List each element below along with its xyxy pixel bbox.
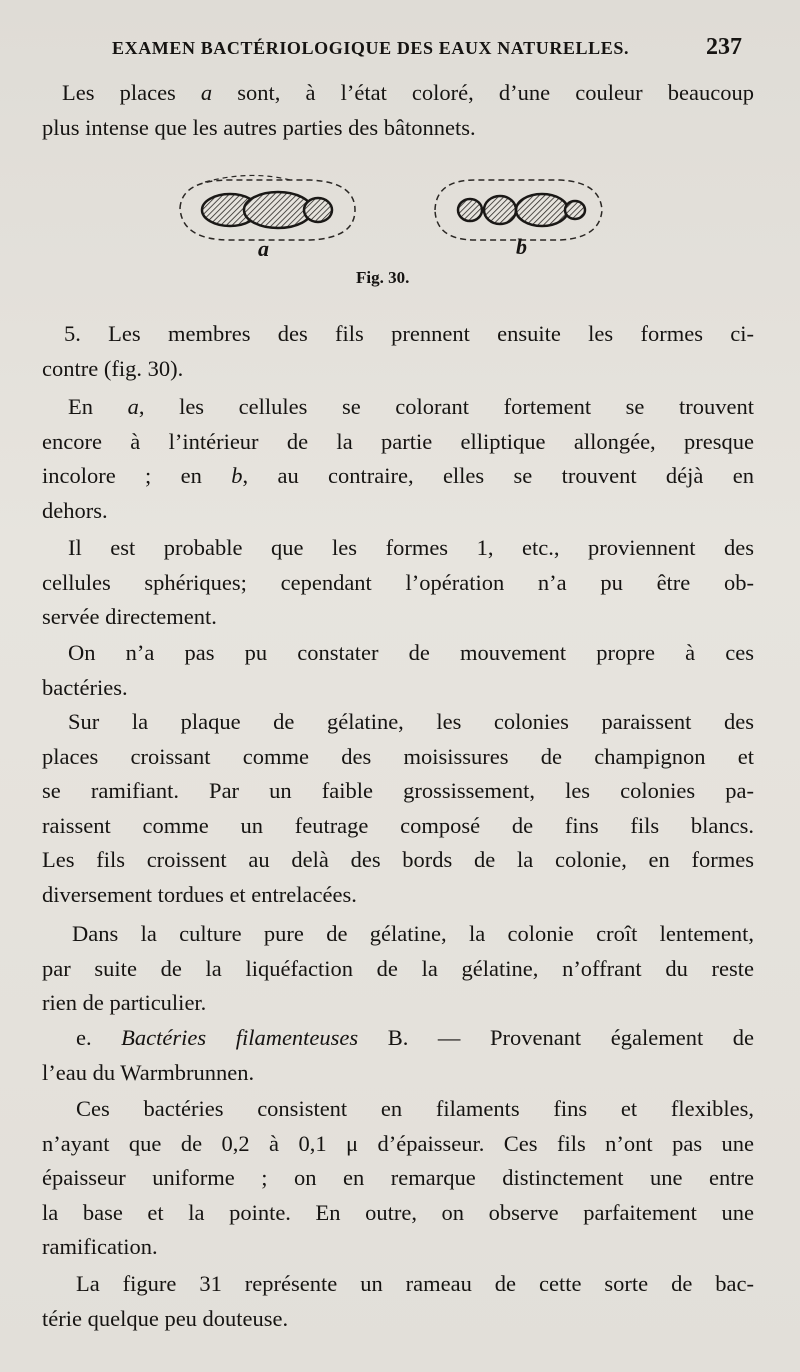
text-line: servée directement. [42,604,217,630]
text-line: On n’a pas pu constater de mouvement propre à ces [68,640,754,665]
text-line: bactéries. [42,674,128,700]
text-line: En a, les cellules se colorant fortement se trouvent [68,394,754,419]
paragraph-1 [42,76,754,145]
text-line: rien de particulier. [42,990,207,1016]
text-line: e. Bactéries filamenteuses B. — Provenant également de [76,1025,754,1050]
text-line: diversement tordues et entrelacées. [42,881,357,907]
text-line: La figure 31 représente un rameau de cette sorte de bac- [76,1271,754,1296]
text-line: se ramifiant. Par un faible grossissement, les colonies pa- [42,778,754,804]
text-line: par suite de la liquéfaction de la gélatine, n’offrant du reste [42,955,754,981]
text-line: dehors. [42,497,108,523]
paragraph-6 [42,705,754,913]
text-line: contre (fig. 30). [42,355,184,381]
text-line: places croissant comme des moisissures de champignon et [42,743,754,769]
page-header [0,34,800,64]
text-line: n’ayant que de 0,2 à 0,1 μ d’épaisseur. Ces fils n’ont pas une [42,1130,754,1156]
text-line: incolore ; en b, au contraire, elles se trouvent déjà en [42,463,754,489]
text-line: cellules sphériques; cependant l’opération n’a pu être ob- [42,569,754,595]
text-line: la base et la pointe. En outre, on observe parfaitement une [42,1199,754,1225]
text-line: Les places a sont, à l’état coloré, d’une couleur beaucoup [62,80,754,105]
paragraph-4 [42,531,754,635]
text-line: Il est probable que les formes 1, etc., proviennent des [68,535,754,560]
paragraph-9 [42,1092,754,1265]
paragraph-5 [42,636,754,705]
figure-caption: Fig. 30. [356,268,410,287]
page-number: 237 [706,34,742,60]
text-line: 5. Les membres des fils prennent ensuite les formes ci- [64,321,754,346]
bacterium-form-b [435,180,602,240]
text-line: épaisseur uniforme ; on en remarque distinctement une entre [42,1165,754,1191]
text-line: ramification. [42,1234,158,1260]
text-line: Dans la culture pure de gélatine, la colonie croît lentement, [72,921,754,946]
paragraph-7 [42,917,754,1021]
text-line: encore à l’intérieur de la partie elliptique allongée, presque [42,428,754,454]
text-line: plus intense que les autres parties des bâtonnets. [42,114,476,140]
text-line: Ces bactéries consistent en filaments fins et flexibles, [76,1096,754,1121]
figure-label-b: b [516,234,527,259]
paragraph-2 [42,317,754,386]
bacterium-form-a [180,175,355,240]
paragraph-3 [42,390,754,528]
text-line: térie quelque peu douteuse. [42,1305,289,1331]
paragraph-8 [42,1021,754,1090]
text-line: l’eau du Warmbrunnen. [42,1059,255,1085]
text-line: Sur la plaque de gélatine, les colonies paraissent des [68,709,754,734]
figure-label-a: a [258,236,269,261]
text-line: Les fils croissent au delà des bords de la colonie, en formes [42,847,754,873]
text-line: raissent comme un feutrage composé de fins fils blancs. [42,812,754,838]
running-head: EXAMEN BACTÉRIOLOGIQUE DES EAUX NATURELLES. [112,38,630,58]
paragraph-10 [42,1267,754,1336]
